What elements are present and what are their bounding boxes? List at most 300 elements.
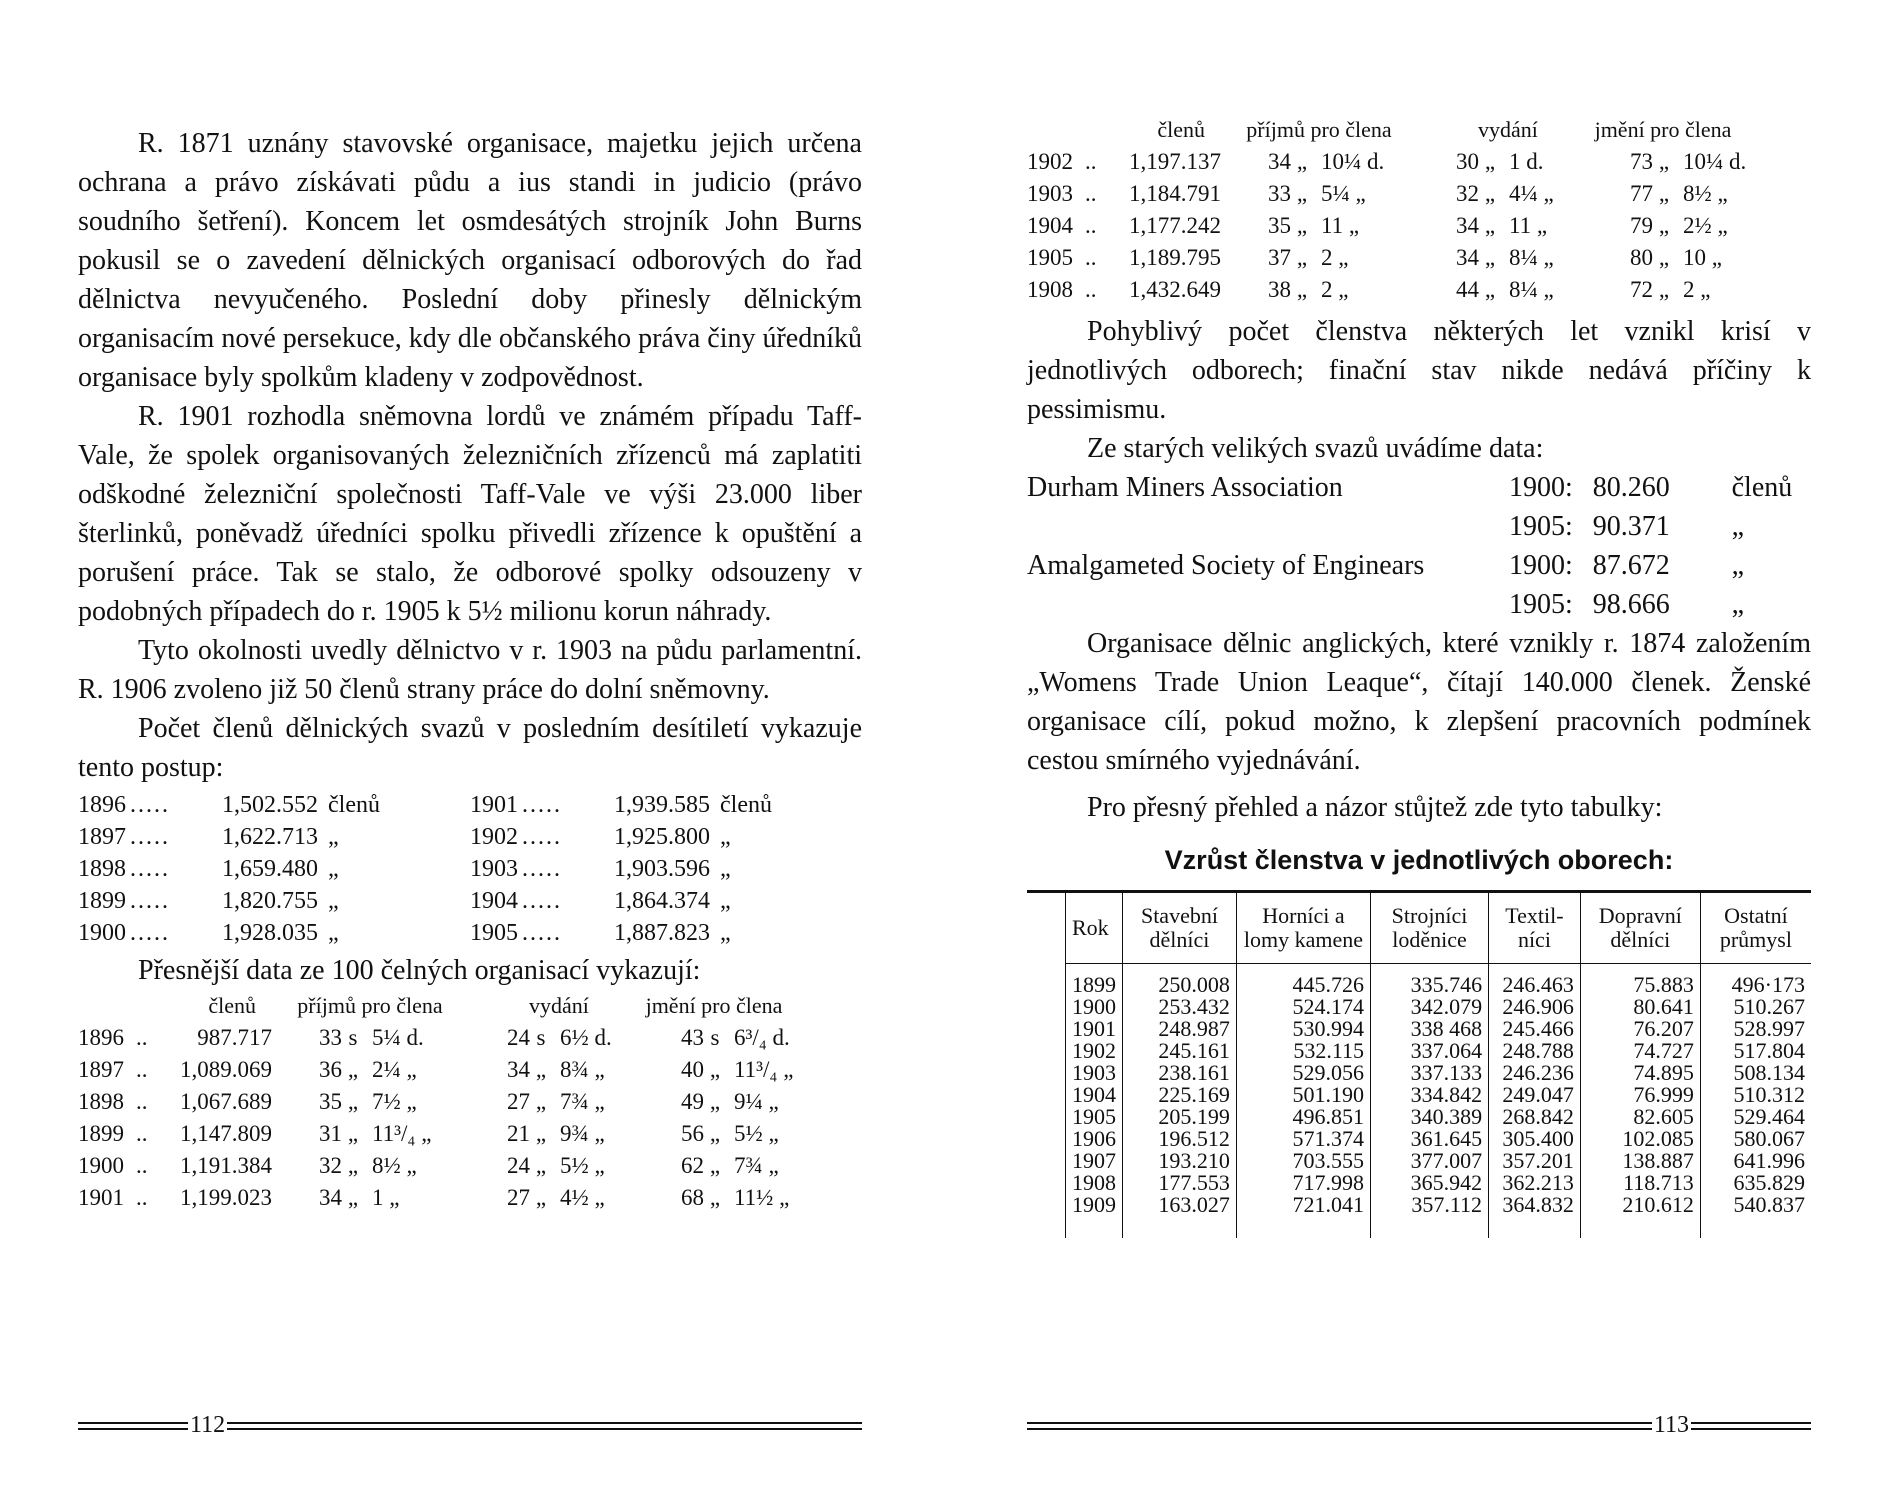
- growth-header-cell: Rok: [1066, 893, 1123, 964]
- stats-income-fraction: 1 „: [372, 1185, 400, 1210]
- growth-cell: 540.837: [1700, 1194, 1811, 1238]
- stats-assets-fraction: 9¼ „: [734, 1089, 779, 1114]
- stats-year: 1904: [1027, 213, 1073, 238]
- stats-income: 31: [319, 1121, 342, 1146]
- stats-assets-unit: „: [1658, 277, 1670, 302]
- stats-expense-fraction: 11 „: [1509, 213, 1548, 238]
- stats-row: [78, 1086, 862, 1118]
- growth-row: [1066, 1106, 1812, 1128]
- growth-cell: 163.027: [1123, 1194, 1237, 1238]
- stats-assets-fraction: 5½ „: [734, 1121, 779, 1146]
- growth-cell: 245.466: [1489, 1018, 1581, 1040]
- growth-cell: 445.726: [1236, 964, 1370, 997]
- stats-assets-unit: s: [710, 1025, 720, 1050]
- membership-dots: .....: [130, 824, 170, 850]
- stats-income-fraction: 5¼ d.: [372, 1025, 424, 1050]
- growth-cell: 74.895: [1580, 1062, 1700, 1084]
- membership-value: 1,939.585: [614, 792, 710, 818]
- growth-cell: 635.829: [1700, 1172, 1811, 1194]
- stats-header: [78, 990, 862, 1022]
- growth-header-cell: Textil-níci: [1489, 893, 1581, 964]
- stats-income-unit: s: [348, 1025, 358, 1050]
- growth-cell: 340.389: [1371, 1106, 1489, 1128]
- stats-expense-unit: „: [535, 1121, 547, 1146]
- growth-row: [1066, 1040, 1812, 1062]
- membership-value: 1,820.755: [222, 888, 318, 914]
- stats-row: [78, 1182, 862, 1214]
- header-members: členů: [1157, 117, 1205, 142]
- membership-dots: .....: [130, 888, 170, 914]
- stats-income-unit: „: [1296, 149, 1308, 174]
- membership-dots: .....: [522, 792, 562, 818]
- growth-cell: 76.207: [1580, 1018, 1700, 1040]
- membership-value: 1,925.800: [614, 824, 710, 850]
- header-members: členů: [208, 993, 256, 1018]
- association-year: 1905:: [1508, 511, 1573, 542]
- growth-year: 1906: [1066, 1128, 1123, 1150]
- stats-assets-unit: „: [1658, 181, 1670, 206]
- growth-cell: 532.115: [1236, 1040, 1370, 1062]
- stats-assets-fraction: 6³/₄ d.: [734, 1025, 790, 1050]
- stats-income: 34: [319, 1185, 342, 1210]
- stats-row: [1027, 210, 1811, 242]
- association-row: [1027, 507, 1811, 546]
- stats-dots: ..: [136, 1121, 148, 1146]
- membership-year: 1901: [470, 792, 518, 818]
- growth-cell: 335.746: [1371, 964, 1489, 997]
- stats-year: 1902: [1027, 149, 1073, 174]
- stats-expense: 34: [1456, 245, 1479, 270]
- association-value: 87.672: [1592, 550, 1670, 581]
- stats-expense: 27: [507, 1089, 530, 1114]
- membership-year: 1900: [78, 920, 126, 946]
- stats-expense-unit: „: [535, 1057, 547, 1082]
- stats-row: [1027, 242, 1811, 274]
- growth-cell: 357.112: [1371, 1194, 1489, 1238]
- growth-cell: 245.161: [1123, 1040, 1237, 1062]
- association-name: Durham Miners Association: [1027, 472, 1343, 503]
- association-year: 1900:: [1508, 550, 1573, 581]
- stats-expense-fraction: 8¼ „: [1509, 277, 1554, 302]
- stats-assets: 73: [1630, 149, 1653, 174]
- growth-cell: 508.134: [1700, 1062, 1811, 1084]
- growth-cell: 717.998: [1236, 1172, 1370, 1194]
- header-income: příjmů pro člena: [297, 993, 443, 1018]
- growth-cell: 205.199: [1123, 1106, 1237, 1128]
- association-name: Amalgameted Society of Enginears: [1027, 550, 1425, 581]
- growth-cell: 496.851: [1236, 1106, 1370, 1128]
- stats-dots: ..: [1085, 181, 1097, 206]
- growth-cell: 75.883: [1580, 964, 1700, 997]
- stats-assets-fraction: 10¼ d.: [1683, 149, 1747, 174]
- stats-expense: 34: [1456, 213, 1479, 238]
- stats-expense-fraction: 1 d.: [1509, 149, 1544, 174]
- growth-cell: 253.432: [1123, 996, 1237, 1018]
- stats-assets-unit: „: [709, 1057, 721, 1082]
- growth-cell: 248.788: [1489, 1040, 1581, 1062]
- growth-cell: 721.041: [1236, 1194, 1370, 1238]
- growth-year: 1901: [1066, 1018, 1123, 1040]
- growth-cell: 268.842: [1489, 1106, 1581, 1128]
- stats-header: [1027, 114, 1811, 146]
- stats-members: 1,184.791: [1129, 181, 1221, 206]
- growth-cell: 496·173: [1700, 964, 1811, 997]
- stats-year: 1901: [78, 1185, 124, 1210]
- growth-cell: 138.887: [1580, 1150, 1700, 1172]
- association-unit: „: [1731, 589, 1745, 620]
- paragraph-taff-vale: R. 1901 rozhodla sněmovna lordů ve známém případu Taff-Vale, že spolek organisovaných železničních zřízenců má zaplatiti odškodné železniční společnosti Taff-Vale ve výši 23.000 liber šterlinků, poněvadž úředníci spolku přivedli zřízence k opuštění a porušení práce. Tak se stalo, že odborové spolky odsouzeny v podobných případech do r. 1905 k 5½ milionu korun náhrady.: [78, 401, 862, 627]
- association-year: 1905:: [1508, 589, 1573, 620]
- membership-unit: „: [328, 888, 339, 914]
- growth-cell: 102.085: [1580, 1128, 1700, 1150]
- stats-members: 987.717: [197, 1025, 272, 1050]
- membership-unit: „: [720, 856, 731, 882]
- stats-expense: 21: [507, 1121, 530, 1146]
- membership-year: 1898: [78, 856, 126, 882]
- membership-row: [78, 821, 862, 853]
- stats-income: 35: [1268, 213, 1291, 238]
- growth-cell: 118.713: [1580, 1172, 1700, 1194]
- stats-income-fraction: 11³/₄ „: [372, 1121, 432, 1146]
- membership-unit: členů: [328, 792, 380, 818]
- growth-cell: 246.463: [1489, 964, 1581, 997]
- stats-income-fraction: 10¼ d.: [1321, 149, 1385, 174]
- association-list: [1027, 468, 1811, 624]
- membership-col: [470, 917, 862, 949]
- membership-year: 1896: [78, 792, 126, 818]
- membership-value: 1,887.823: [614, 920, 710, 946]
- growth-cell: 580.067: [1700, 1128, 1811, 1150]
- stats-expense: 32: [1456, 181, 1479, 206]
- stats-members: 1,189.795: [1129, 245, 1221, 270]
- left-page: [78, 0, 862, 1500]
- growth-cell: 342.079: [1371, 996, 1489, 1018]
- membership-value: 1,928.035: [222, 920, 318, 946]
- growth-cell: 501.190: [1236, 1084, 1370, 1106]
- stats-members: 1,432.649: [1129, 277, 1221, 302]
- growth-cell: 334.842: [1371, 1084, 1489, 1106]
- membership-col: [470, 789, 862, 821]
- stats-members: 1,199.023: [180, 1185, 272, 1210]
- membership-col: [470, 885, 862, 917]
- membership-unit: „: [328, 920, 339, 946]
- stats-expense-fraction: 9¾ „: [560, 1121, 605, 1146]
- stats-expense-fraction: 7¾ „: [560, 1089, 605, 1114]
- stats-income-fraction: 2¼ „: [372, 1057, 417, 1082]
- stats-members: 1,147.809: [180, 1121, 272, 1146]
- growth-row: [1066, 1084, 1812, 1106]
- stats-assets-fraction: 11½ „: [734, 1185, 790, 1210]
- growth-year: 1902: [1066, 1040, 1123, 1062]
- stats-row: [1027, 274, 1811, 306]
- stats-assets: 77: [1630, 181, 1653, 206]
- membership-dots: .....: [130, 856, 170, 882]
- growth-row: [1066, 1128, 1812, 1150]
- membership-col: [78, 885, 470, 917]
- stats-income: 35: [319, 1089, 342, 1114]
- growth-cell: 510.312: [1700, 1084, 1811, 1106]
- membership-dots: .....: [522, 856, 562, 882]
- paragraph-old-unions: Ze starých velikých svazů uvádíme data:: [1087, 433, 1544, 464]
- growth-year: 1905: [1066, 1106, 1123, 1128]
- membership-year: 1903: [470, 856, 518, 882]
- stats-year: 1900: [78, 1153, 124, 1178]
- association-value: 80.260: [1592, 472, 1670, 503]
- growth-cell: 357.201: [1489, 1150, 1581, 1172]
- growth-cell: 530.994: [1236, 1018, 1370, 1040]
- membership-unit: „: [328, 856, 339, 882]
- paragraph-detailed-data: Přesnější data ze 100 čelných organisací vykazují:: [138, 955, 701, 986]
- stats-row: [78, 1150, 862, 1182]
- stats-assets: 68: [681, 1185, 704, 1210]
- stats-assets: 43: [681, 1025, 704, 1050]
- growth-cell: 250.008: [1123, 964, 1237, 997]
- stats-income-fraction: 8½ „: [372, 1153, 417, 1178]
- growth-table: [1065, 893, 1811, 1238]
- growth-cell: 193.210: [1123, 1150, 1237, 1172]
- stats-year: 1898: [78, 1089, 124, 1114]
- growth-cell: 82.605: [1580, 1106, 1700, 1128]
- stats-income-fraction: 2 „: [1321, 245, 1349, 270]
- stats-year: 1899: [78, 1121, 124, 1146]
- stats-assets-fraction: 7¾ „: [734, 1153, 779, 1178]
- stats-assets-unit: „: [1658, 213, 1670, 238]
- growth-cell: 377.007: [1371, 1150, 1489, 1172]
- growth-row: [1066, 1062, 1812, 1084]
- growth-cell: 524.174: [1236, 996, 1370, 1018]
- right-page: [1027, 0, 1811, 1500]
- growth-cell: 364.832: [1489, 1194, 1581, 1238]
- membership-value: 1,903.596: [614, 856, 710, 882]
- growth-cell: 196.512: [1123, 1128, 1237, 1150]
- page-number: 113: [1653, 1412, 1689, 1438]
- stats-income-unit: „: [347, 1057, 359, 1082]
- stats-income-unit: „: [347, 1089, 359, 1114]
- stats-assets-fraction: 8½ „: [1683, 181, 1728, 206]
- stats-members: 1,067.689: [180, 1089, 272, 1114]
- association-unit: „: [1731, 550, 1745, 581]
- association-name: [1027, 585, 1464, 624]
- stats-assets-unit: „: [709, 1121, 721, 1146]
- association-value: 90.371: [1592, 511, 1670, 542]
- growth-year: 1904: [1066, 1084, 1123, 1106]
- membership-unit: „: [328, 824, 339, 850]
- stats-assets-unit: „: [709, 1185, 721, 1210]
- growth-cell: 362.213: [1489, 1172, 1581, 1194]
- membership-col: [470, 821, 862, 853]
- growth-header-cell: Horníci a lomy kamene: [1236, 893, 1370, 964]
- membership-row: [78, 789, 862, 821]
- table-title: Vzrůst členstva v jednotlivých oborech:: [1164, 845, 1674, 875]
- page-number: 112: [190, 1412, 226, 1438]
- growth-year: 1899: [1066, 964, 1123, 997]
- growth-year: 1908: [1066, 1172, 1123, 1194]
- membership-year: 1899: [78, 888, 126, 914]
- stats-income-unit: „: [347, 1185, 359, 1210]
- membership-col: [78, 821, 470, 853]
- growth-cell: 74.727: [1580, 1040, 1700, 1062]
- paragraph-fluctuation: Pohyblivý počet členstva některých let vznikl krisí v jednotlivých odborech; finační stav nikde nedává příčiny k pessimismu.: [1027, 316, 1811, 425]
- stats-income: 33: [1268, 181, 1291, 206]
- membership-row: [78, 853, 862, 885]
- growth-cell: 361.645: [1371, 1128, 1489, 1150]
- growth-cell: 210.612: [1580, 1194, 1700, 1238]
- stats-expense-unit: „: [1484, 213, 1496, 238]
- header-income: příjmů pro člena: [1246, 117, 1392, 142]
- growth-year: 1900: [1066, 996, 1123, 1018]
- stats-assets-unit: „: [1658, 245, 1670, 270]
- stats-members: 1,191.384: [180, 1153, 272, 1178]
- stats-expense: 27: [507, 1185, 530, 1210]
- stats-assets-fraction: 10 „: [1683, 245, 1722, 270]
- stats-dots: ..: [136, 1153, 148, 1178]
- stats-income-fraction: 5¼ „: [1321, 181, 1366, 206]
- stats-year: 1896: [78, 1025, 124, 1050]
- membership-unit: „: [720, 888, 731, 914]
- stats-expense: 30: [1456, 149, 1479, 174]
- stats-assets: 49: [681, 1089, 704, 1114]
- header-expense: vydání: [1478, 117, 1538, 142]
- membership-unit: členů: [720, 792, 772, 818]
- stats-expense-fraction: 4½ „: [560, 1185, 605, 1210]
- membership-dots: .....: [130, 920, 170, 946]
- stats-expense-unit: „: [1484, 245, 1496, 270]
- membership-year: 1902: [470, 824, 518, 850]
- association-value: 98.666: [1592, 589, 1670, 620]
- stats-row: [1027, 146, 1811, 178]
- stats-assets: 72: [1630, 277, 1653, 302]
- stats-row: [78, 1118, 862, 1150]
- growth-cell: 517.804: [1700, 1040, 1811, 1062]
- stats-income: 37: [1268, 245, 1291, 270]
- membership-unit: „: [720, 920, 731, 946]
- growth-cell: 305.400: [1489, 1128, 1581, 1150]
- stats-income: 33: [319, 1025, 342, 1050]
- stats-income-unit: „: [1296, 181, 1308, 206]
- stats-assets: 62: [681, 1153, 704, 1178]
- stats-dots: ..: [1085, 245, 1097, 270]
- stats-assets-fraction: 2 „: [1683, 277, 1711, 302]
- stats-expense: 34: [507, 1057, 530, 1082]
- membership-row: [78, 885, 862, 917]
- stats-expense-unit: „: [535, 1153, 547, 1178]
- stats-income-unit: „: [347, 1121, 359, 1146]
- growth-cell: 529.056: [1236, 1062, 1370, 1084]
- growth-cell: 177.553: [1123, 1172, 1237, 1194]
- stats-dots: ..: [1085, 149, 1097, 174]
- paragraph-1903: Tyto okolnosti uvedly dělnictvo v r. 1903 na půdu parlamentní. R. 1906 zvoleno již 50 členů strany práce do dolní sněmovny.: [78, 635, 862, 705]
- association-row: [1027, 585, 1811, 624]
- membership-col: [78, 853, 470, 885]
- association-name: [1027, 507, 1464, 546]
- growth-cell: 248.987: [1123, 1018, 1237, 1040]
- membership-year: 1904: [470, 888, 518, 914]
- association-unit: členů: [1731, 472, 1793, 503]
- growth-cell: 249.047: [1489, 1084, 1581, 1106]
- growth-cell: 337.064: [1371, 1040, 1489, 1062]
- growth-year: 1909: [1066, 1194, 1123, 1238]
- stats-year: 1903: [1027, 181, 1073, 206]
- stats-table-right: [1027, 114, 1811, 306]
- stats-members: 1,177.242: [1129, 213, 1221, 238]
- membership-list: [78, 789, 862, 949]
- header-assets: jmění pro člena: [645, 993, 783, 1018]
- association-unit: „: [1731, 511, 1745, 542]
- membership-dots: .....: [522, 920, 562, 946]
- membership-unit: „: [720, 824, 731, 850]
- paragraph-membership-intro: Počet členů dělnických svazů v posledním desítiletí vykazuje tento postup:: [78, 713, 862, 783]
- stats-expense-unit: s: [536, 1025, 546, 1050]
- stats-income-unit: „: [347, 1153, 359, 1178]
- growth-header-cell: Stavební dělníci: [1123, 893, 1237, 964]
- stats-expense-fraction: 8¾ „: [560, 1057, 605, 1082]
- stats-assets-unit: „: [709, 1153, 721, 1178]
- stats-assets-fraction: 2½ „: [1683, 213, 1728, 238]
- stats-assets-fraction: 11³/₄ „: [734, 1057, 794, 1082]
- stats-assets: 40: [681, 1057, 704, 1082]
- membership-col: [470, 853, 862, 885]
- paragraph-tables-intro: Pro přesný přehled a názor stůjtež zde tyto tabulky:: [1087, 792, 1663, 823]
- stats-row: [78, 1022, 862, 1054]
- growth-cell: 528.997: [1700, 1018, 1811, 1040]
- growth-row: [1066, 1172, 1812, 1194]
- stats-dots: ..: [136, 1185, 148, 1210]
- stats-income-unit: „: [1296, 245, 1308, 270]
- growth-year: 1907: [1066, 1150, 1123, 1172]
- stats-dots: ..: [1085, 277, 1097, 302]
- membership-dots: .....: [522, 824, 562, 850]
- association-row: [1027, 468, 1811, 507]
- growth-row: [1066, 1018, 1812, 1040]
- growth-row: [1066, 1150, 1812, 1172]
- stats-members: 1,089.069: [180, 1057, 272, 1082]
- membership-row: [78, 917, 862, 949]
- stats-dots: ..: [136, 1057, 148, 1082]
- growth-cell: 641.996: [1700, 1150, 1811, 1172]
- stats-income: 38: [1268, 277, 1291, 302]
- stats-income: 36: [319, 1057, 342, 1082]
- membership-year: 1905: [470, 920, 518, 946]
- stats-expense-unit: „: [535, 1089, 547, 1114]
- stats-income: 34: [1268, 149, 1291, 174]
- stats-expense: 44: [1456, 277, 1479, 302]
- page-footer-left: [78, 1412, 862, 1439]
- stats-income-fraction: 7½ „: [372, 1089, 417, 1114]
- stats-expense-unit: „: [535, 1185, 547, 1210]
- membership-value: 1,659.480: [222, 856, 318, 882]
- growth-cell: 246.236: [1489, 1062, 1581, 1084]
- growth-cell: 80.641: [1580, 996, 1700, 1018]
- growth-row: [1066, 964, 1812, 997]
- stats-assets: 80: [1630, 245, 1653, 270]
- growth-cell: 338 468: [1371, 1018, 1489, 1040]
- association-year: 1900:: [1508, 472, 1573, 503]
- growth-header-cell: Dopravní dělníci: [1580, 893, 1700, 964]
- growth-cell: 571.374: [1236, 1128, 1370, 1150]
- stats-expense-fraction: 6½ d.: [560, 1025, 612, 1050]
- paragraph-womens-union: Organisace dělnic anglických, které vznikly r. 1874 založením „Womens Trade Union Leaque“, čítají 140.000 členek. Ženské organisace cílí, pokud možno, k zlepšení pracovních podmínek cestou smírného vyjednávání.: [1027, 628, 1811, 776]
- stats-row: [1027, 178, 1811, 210]
- stats-row: [78, 1054, 862, 1086]
- stats-assets-unit: „: [1658, 149, 1670, 174]
- growth-cell: 703.555: [1236, 1150, 1370, 1172]
- stats-year: 1897: [78, 1057, 124, 1082]
- stats-income-fraction: 11 „: [1321, 213, 1360, 238]
- stats-expense-unit: „: [1484, 277, 1496, 302]
- stats-expense-unit: „: [1484, 181, 1496, 206]
- association-row: [1027, 546, 1811, 585]
- growth-cell: 337.133: [1371, 1062, 1489, 1084]
